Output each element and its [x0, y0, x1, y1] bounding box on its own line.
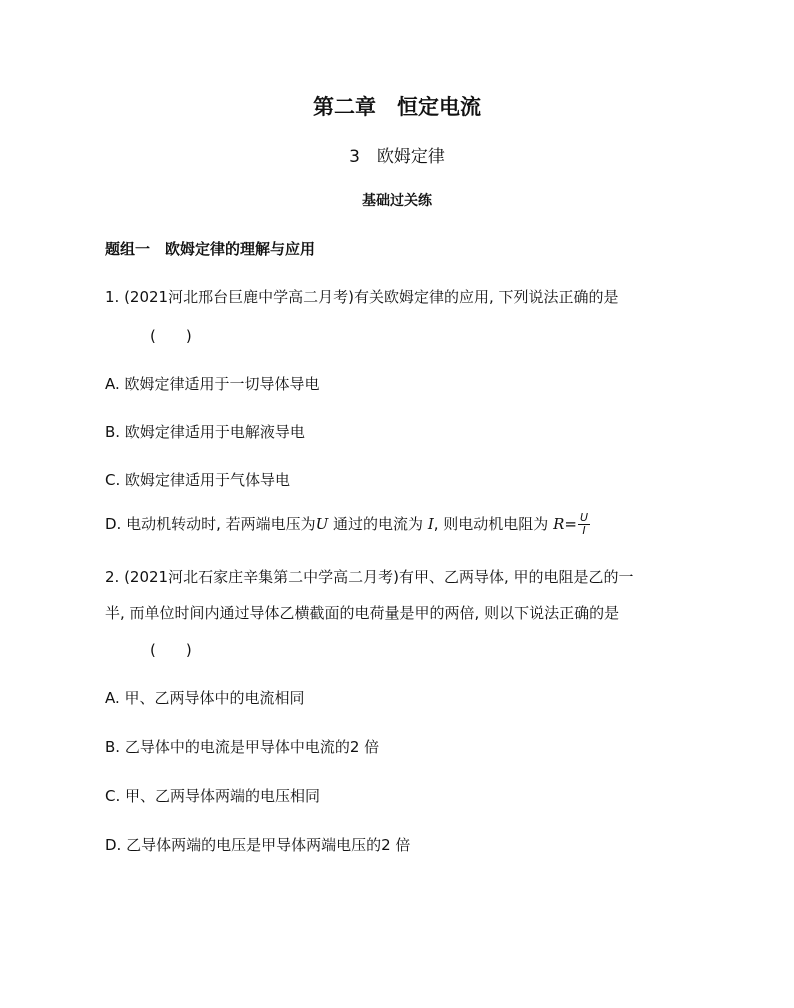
question-1-option-b: B. 欧姆定律适用于电解液导电	[105, 423, 305, 441]
question-2-option-b: B. 乙导体中的电流是甲导体中电流的2 倍	[105, 738, 380, 756]
section-title: 3 欧姆定律	[349, 147, 445, 167]
question-2-option-c: C. 甲、乙两导体两端的电压相同	[105, 787, 321, 805]
question-2-option-a: A. 甲、乙两导体中的电流相同	[105, 689, 305, 707]
equals-sign: =	[564, 515, 577, 533]
question-1-option-c: C. 欧姆定律适用于气体导电	[105, 471, 291, 489]
subtitle: 基础过关练	[362, 193, 432, 209]
fraction-denominator: I	[582, 524, 586, 537]
option-d-text-1: D. 电动机转动时, 若两端电压为	[105, 515, 316, 533]
option-d-text-3: , 则电动机电阻为	[433, 515, 554, 533]
question-2-stem-line-2: 半, 而单位时间内通过导体乙横截面的电荷量是甲的两倍, 则以下说法正确的是	[105, 604, 620, 622]
question-1-option-a: A. 欧姆定律适用于一切导体导电	[105, 375, 320, 393]
fraction-u-over-i	[578, 512, 590, 537]
option-d-text-2: 通过的电流为	[328, 515, 428, 533]
question-1-option-d	[105, 512, 590, 537]
question-2-answer-paren: ( )	[150, 641, 192, 659]
var-r: R	[553, 515, 565, 533]
question-2-option-d: D. 乙导体两端的电压是甲导体两端电压的2 倍	[105, 836, 411, 854]
var-i: I	[427, 515, 434, 533]
var-u: U	[315, 515, 329, 533]
question-2-stem-line-1: 2. (2021河北石家庄辛集第二中学高二月考)有甲、乙两导体, 甲的电阻是乙的一	[105, 568, 634, 586]
question-1-stem: 1. (2021河北邢台巨鹿中学高二月考)有关欧姆定律的应用, 下列说法正确的是	[105, 288, 619, 306]
fraction-numerator: U	[579, 511, 589, 524]
group-title: 题组一 欧姆定律的理解与应用	[105, 240, 316, 258]
chapter-title: 第二章 恒定电流	[313, 95, 481, 119]
question-1-answer-paren: ( )	[150, 327, 192, 345]
